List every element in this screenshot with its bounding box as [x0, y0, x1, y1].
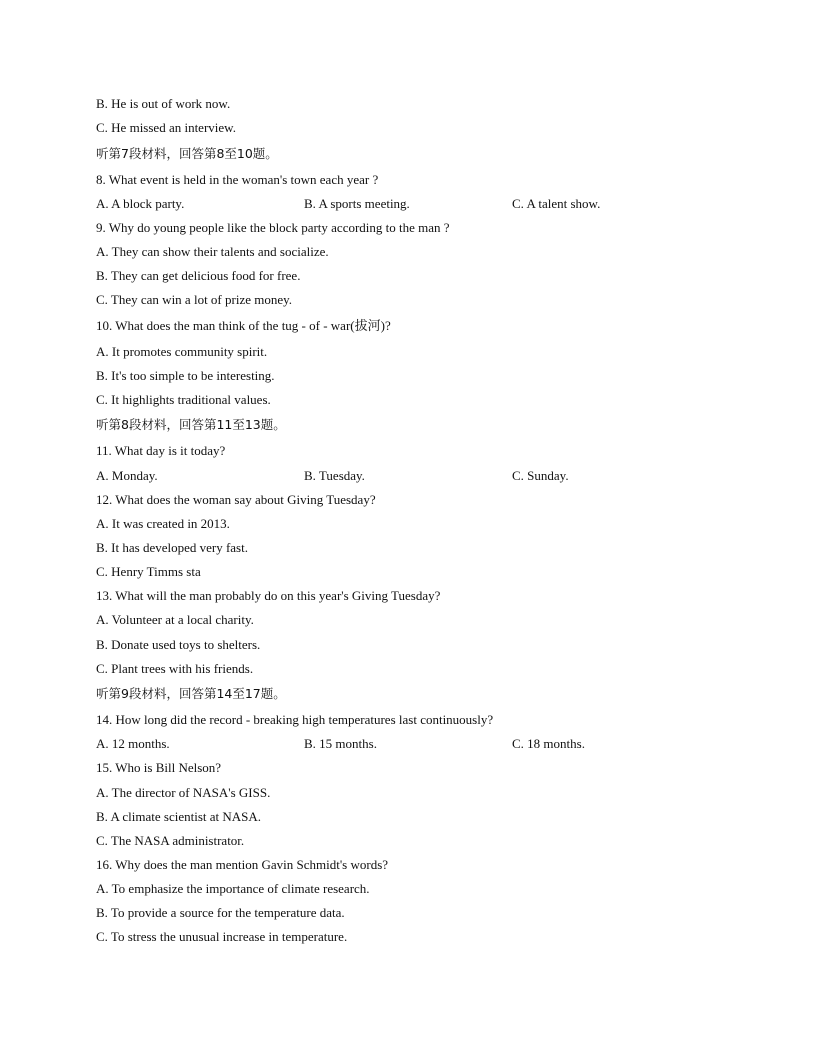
option-line: C. They can win a lot of prize money. — [96, 292, 293, 307]
option-line: B. To provide a source for the temperature data. — [96, 905, 345, 920]
option-line: A. Volunteer at a local charity. — [96, 612, 254, 627]
option-line: A. To emphasize the importance of climate research. — [96, 881, 370, 896]
option-line: C. He missed an interview. — [96, 120, 236, 135]
question-line: 15. Who is Bill Nelson? — [96, 760, 222, 775]
option-b: B. A sports meeting. — [304, 196, 410, 211]
section-heading: 听第9段材料，回答第14至17题。 — [96, 686, 286, 701]
option-line: C. To stress the unusual increase in temperature. — [96, 929, 348, 944]
question-line: 12. What does the woman say about Giving Tuesday? — [96, 492, 376, 507]
option-line: B. They can get delicious food for free. — [96, 268, 301, 283]
option-line: B. He is out of work now. — [96, 96, 231, 111]
option-line: B. It's too simple to be interesting. — [96, 368, 275, 383]
option-line: B. A climate scientist at NASA. — [96, 809, 262, 824]
option-b: B. Tuesday. — [304, 468, 365, 483]
question-line: 11. What day is it today? — [96, 443, 226, 458]
option-a: A. 12 months. — [96, 736, 170, 751]
option-line: A. The director of NASA's GISS. — [96, 785, 271, 800]
question-line: 10. What does the man think of the tug - of - war(拔河)? — [96, 318, 391, 333]
option-b: B. 15 months. — [304, 736, 377, 751]
option-line: C. It highlights traditional values. — [96, 392, 271, 407]
option-line: A. They can show their talents and socialize. — [96, 244, 329, 259]
option-a: A. A block party. — [96, 196, 185, 211]
option-line: C. Plant trees with his friends. — [96, 661, 254, 676]
section-heading: 听第8段材料，回答第11至13题。 — [96, 417, 286, 432]
question-line: 14. How long did the record - breaking high temperatures last continuously? — [96, 712, 494, 727]
option-c: C. A talent show. — [512, 196, 601, 211]
question-line: 16. Why does the man mention Gavin Schmidt's words? — [96, 857, 389, 872]
option-line: A. It was created in 2013. — [96, 516, 230, 531]
option-c: C. 18 months. — [512, 736, 585, 751]
option-line: C. Henry Timms sta — [96, 564, 201, 579]
question-line: 13. What will the man probably do on this year's Giving Tuesday? — [96, 588, 441, 603]
section-heading: 听第7段材料，回答第8至10题。 — [96, 146, 278, 161]
option-c: C. Sunday. — [512, 468, 569, 483]
option-line: B. Donate used toys to shelters. — [96, 637, 261, 652]
option-line: B. It has developed very fast. — [96, 540, 248, 555]
question-line: 8. What event is held in the woman's town each year ? — [96, 172, 379, 187]
option-line: A. It promotes community spirit. — [96, 344, 268, 359]
option-line: C. The NASA administrator. — [96, 833, 245, 848]
question-line: 9. Why do young people like the block party according to the man ? — [96, 220, 450, 235]
option-a: A. Monday. — [96, 468, 158, 483]
